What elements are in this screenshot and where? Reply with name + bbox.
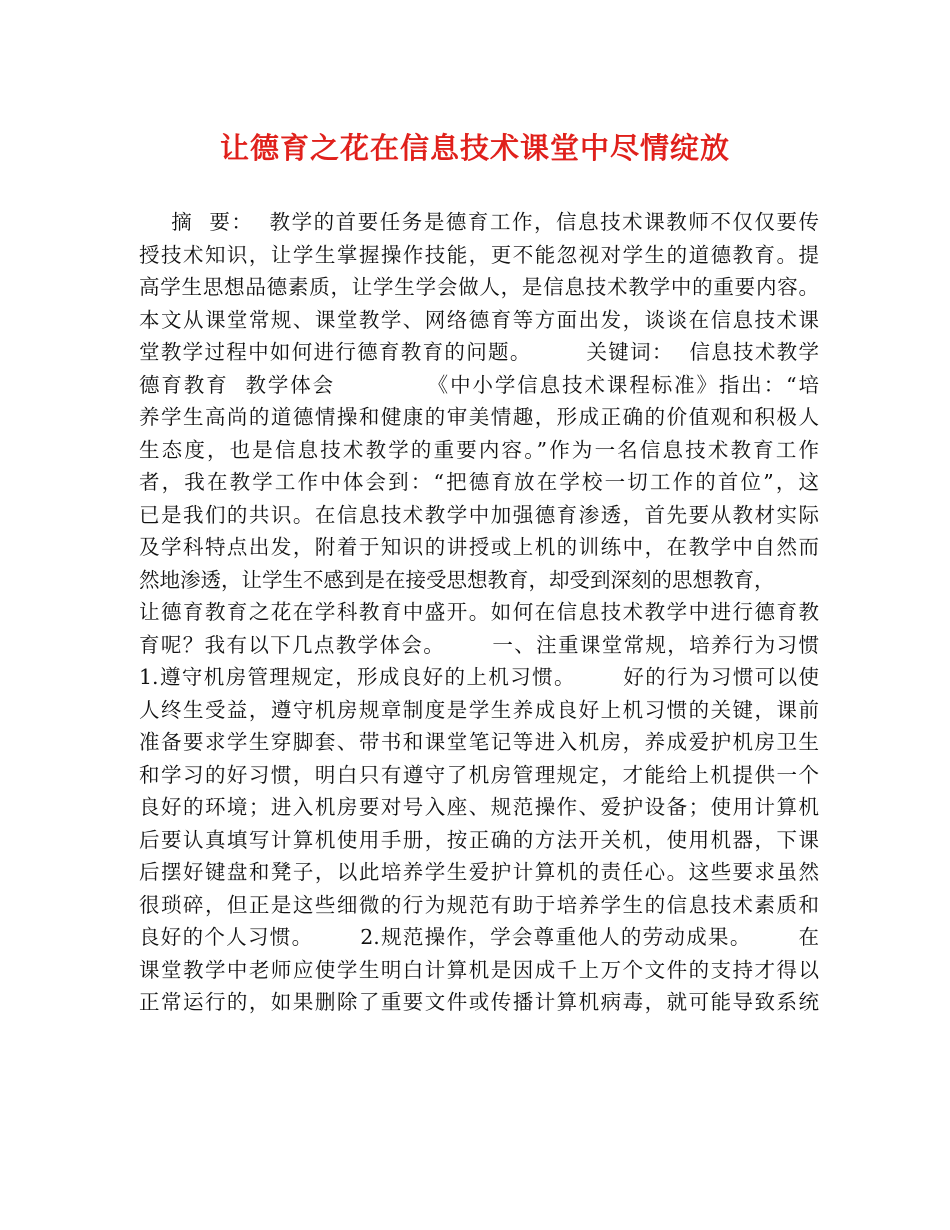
body-line: 堂教学过程中如何进行德育教育的问题。 关键词： 信息技术教学 [139, 340, 819, 364]
body-line: 人终生受益，遵守机房规章制度是学生养成良好上机习惯的关键，课前 [139, 697, 819, 722]
body-line: 正常运行的，如果删除了重要文件或传播计算机病毒，就可能导致系统 [139, 990, 819, 1014]
body-line: 已是我们的共识。在信息技术教学中加强德育渗透，首先要从教材实际 [139, 502, 819, 527]
document-title: 让德育之花在信息技术课堂中尽情绽放 [219, 131, 730, 165]
body-line: 然地渗透，让学生不感到是在接受思想教育，却受到深刻的思想教育， [139, 567, 775, 592]
body-line: 授技术知识，让学生掌握操作技能，更不能忽视对学生的道德教育。提 [139, 242, 819, 267]
body-line: 德育教育 教学体会 《中小学信息技术课程标准》指出：“培 [139, 372, 819, 397]
body-line: 很琐碎，但正是这些细微的行为规范有助于培养学生的信息技术素质和 [139, 892, 819, 917]
document-body [139, 206, 819, 1019]
body-line: 后要认真填写计算机使用手册，按正确的方法开关机，使用机器，下课 [139, 827, 819, 852]
body-line: 养学生高尚的道德情操和健康的审美情趣，形成正确的价值观和积极人 [139, 405, 819, 429]
body-line: 育呢？我有以下几点教学体会。 一、注重课堂常规，培养行为习惯 [139, 632, 819, 657]
body-line: 者，我在教学工作中体会到：“把德育放在学校一切工作的首位”，这 [139, 470, 819, 494]
body-line: 准备要求学生穿脚套、带书和课堂笔记等进入机房，养成爱护机房卫生 [139, 730, 819, 754]
body-line: 后摆好键盘和凳子，以此培养学生爱护计算机的责任心。这些要求虽然 [139, 860, 819, 884]
body-line: 良好的个人习惯。 2.规范操作，学会尊重他人的劳动成果。 在 [139, 925, 819, 949]
body-line: 让德育教育之花在学科教育中盛开。如何在信息技术教学中进行德育教 [139, 600, 819, 624]
body-line: 和学习的好习惯，明白只有遵守了机房管理规定，才能给上机提供一个 [139, 762, 819, 787]
body-line: 及学科特点出发，附着于知识的讲授或上机的训练中，在教学中自然而 [139, 535, 819, 559]
body-line: 本文从课堂常规、课堂教学、网络德育等方面出发，谈谈在信息技术课 [139, 307, 819, 332]
body-line: 良好的环境；进入机房要对号入座、规范操作、爱护设备；使用计算机 [139, 795, 819, 819]
body-line: 课堂教学中老师应使学生明白计算机是因成千上万个文件的支持才得以 [139, 957, 819, 982]
body-line: 摘 要： 教学的首要任务是德育工作，信息技术课教师不仅仅要传 [139, 210, 819, 234]
body-line: 1.遵守机房管理规定，形成良好的上机习惯。 好的行为习惯可以使 [139, 665, 819, 689]
body-line: 生态度，也是信息技术教学的重要内容。”作为一名信息技术教育工作 [139, 437, 819, 462]
body-line: 高学生思想品德素质，让学生学会做人，是信息技术教学中的重要内容。 [139, 275, 819, 299]
